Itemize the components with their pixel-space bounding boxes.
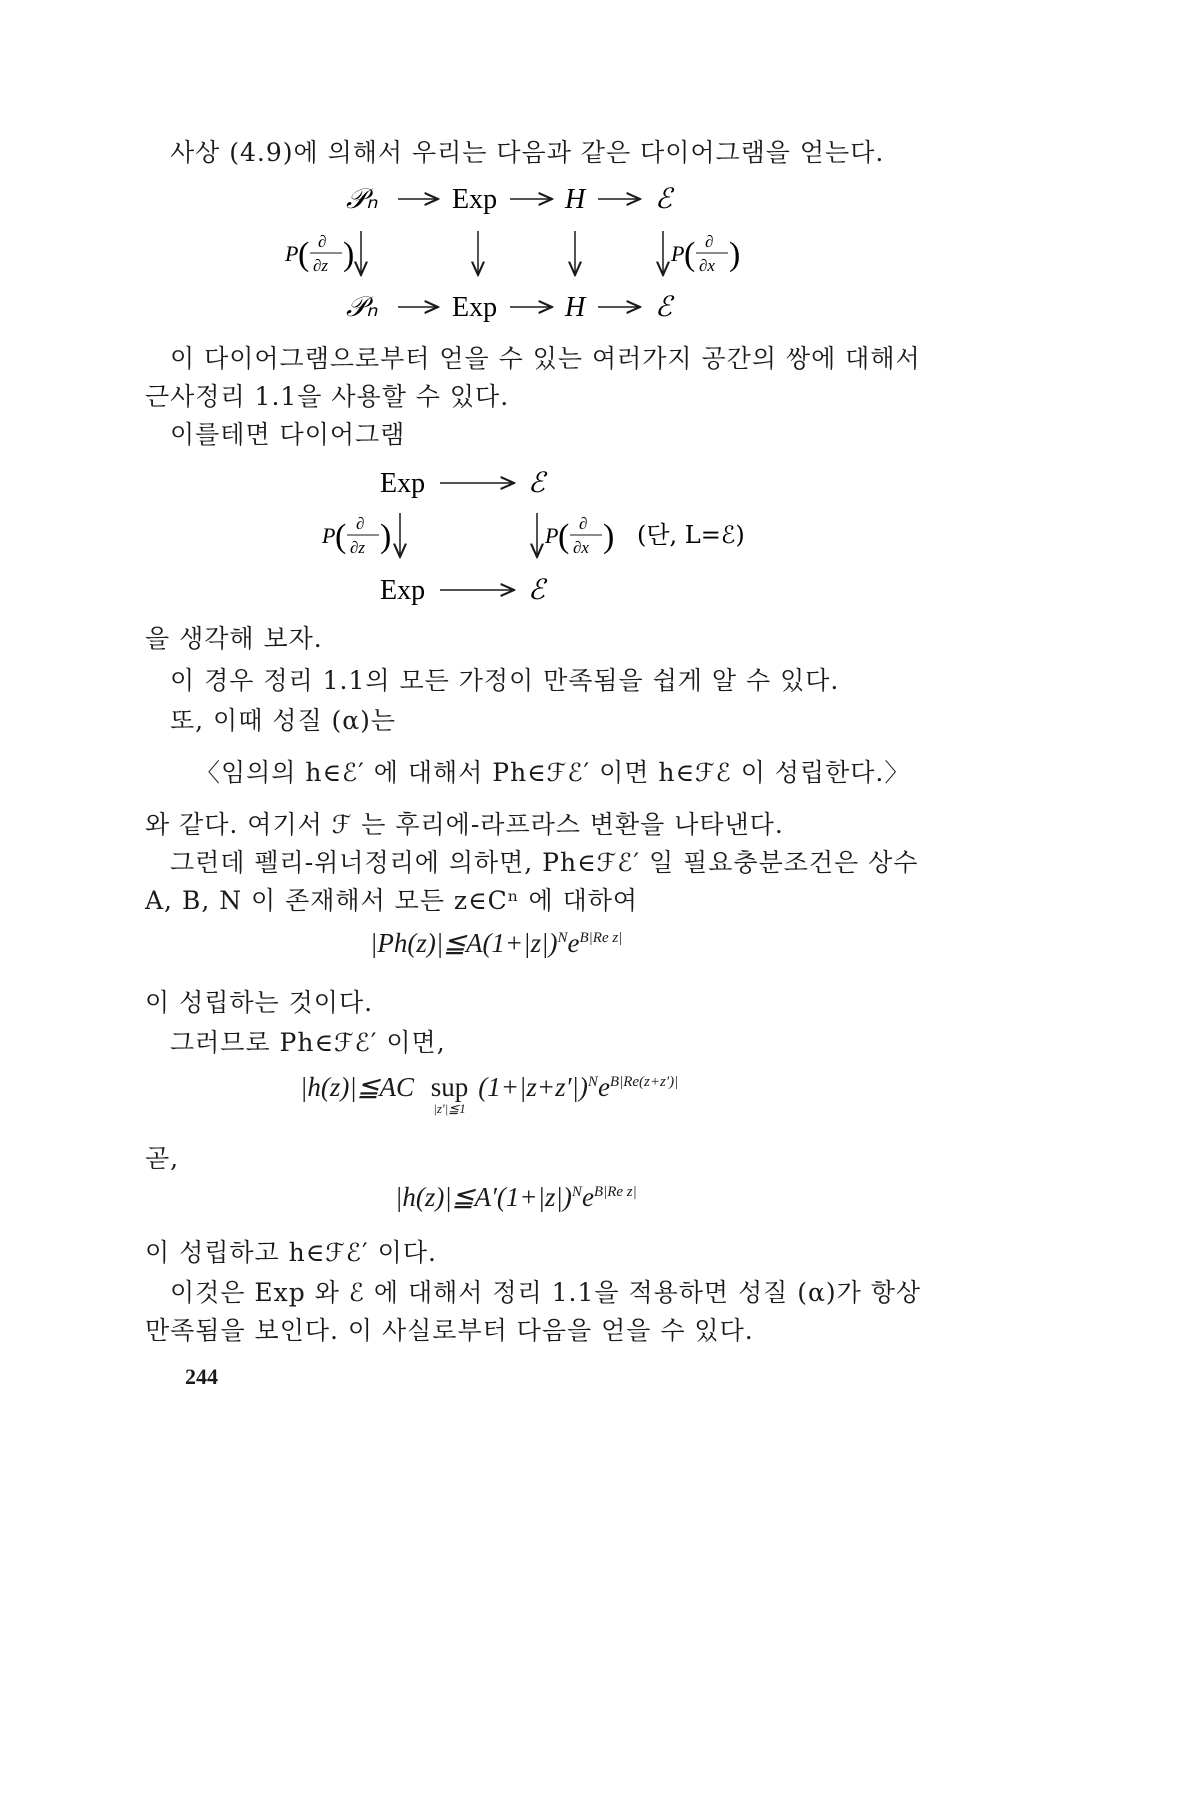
- svg-text:): ): [380, 518, 392, 555]
- text-line: 근사정리 1.1을 사용할 수 있다.: [145, 382, 510, 411]
- page-number: 244: [185, 1364, 218, 1389]
- frac-num: ∂: [318, 232, 327, 251]
- frac-den: ∂x: [573, 538, 589, 557]
- svg-text:): ): [603, 518, 615, 555]
- operator-label: P: [285, 241, 299, 266]
- text-line: 을 생각해 보자.: [145, 624, 323, 653]
- frac-num: ∂: [356, 514, 365, 533]
- operator-label: P: [545, 523, 559, 548]
- diagram-node: ℰ: [655, 292, 672, 323]
- diagram-node: ℰ: [655, 184, 672, 215]
- equation-3: $|h(z)|≦A'(1+|z|)^Ne^{B|Re z|}$: [395, 1182, 637, 1212]
- svg-text:(: (: [558, 518, 570, 555]
- text-line: 또, 이때 성질 (α)는: [170, 706, 397, 735]
- svg-text:): ): [729, 236, 741, 273]
- frac-num: ∂: [705, 232, 714, 251]
- text-line: 이 경우 정리 1.1의 모든 가정이 만족됨을 쉽게 알 수 있다.: [170, 666, 840, 695]
- frac-den: ∂z: [350, 538, 366, 557]
- equation-2: |h(z)|≦AC sup |z′|≦1 $(1+|z+z'|)^Ne^{B|Re(z+z')|}$: [300, 1072, 679, 1116]
- operator-label: P: [671, 241, 685, 266]
- text-line: 이 다이어그램으로부터 얻을 수 있는 여러가지 공간의 쌍에 대해서: [170, 344, 921, 373]
- svg-text:(: (: [335, 518, 347, 555]
- frac-num: ∂: [579, 514, 588, 533]
- text-line: 〈임의의 h∈ℰ′ 에 대해서 Ph∈ℱℰ′ 이면 h∈ℱℰ 이 성립한다.〉: [195, 758, 911, 787]
- diagram-node: Exp: [452, 184, 498, 215]
- svg-text:(: (: [684, 236, 696, 273]
- frac-den: ∂z: [313, 256, 329, 275]
- text-line: 사상 (4.9)에 의해서 우리는 다음과 같은 다이어그램을 얻는다.: [170, 138, 885, 167]
- svg-text:(: (: [298, 236, 310, 273]
- text-line: 이를테면 다이어그램: [170, 420, 406, 449]
- text-line: 그런데 펠리-위너정리에 의하면, Ph∈ℱℰ′ 일 필요충분조건은 상수: [170, 848, 919, 877]
- text-line: 이것은 Exp 와 ℰ 에 대해서 정리 1.1을 적용하면 성질 (α)가 항상: [170, 1278, 922, 1307]
- text-line: 이 성립하고 h∈ℱℰ′ 이다.: [145, 1238, 437, 1267]
- commutative-diagram-2: [0, 455, 1200, 615]
- text-line: 그러므로 Ph∈ℱℰ′ 이면,: [170, 1028, 446, 1057]
- operator-label: P: [322, 523, 336, 548]
- equation-1: $|Ph(z)|≦A(1+|z|)^Ne^{B|Re z|}$: [370, 928, 623, 958]
- diagram-node: 𝒫ₙ: [346, 292, 378, 323]
- text-line: 이 성립하는 것이다.: [145, 988, 374, 1017]
- diagram-node: Exp: [380, 575, 426, 606]
- text-line: 곧,: [145, 1144, 180, 1173]
- text-line: 만족됨을 보인다. 이 사실로부터 다음을 얻을 수 있다.: [145, 1316, 754, 1345]
- diagram-node: Exp: [380, 468, 426, 499]
- text-line: 와 같다. 여기서 ℱ 는 후리에-라프라스 변환을 나타낸다.: [145, 810, 784, 839]
- diagram-node: H: [565, 184, 586, 215]
- diagram-node: Exp: [452, 292, 498, 323]
- frac-den: ∂x: [699, 256, 715, 275]
- text-line: A, B, N 이 존재해서 모든 z∈Cⁿ 에 대하여: [145, 886, 639, 915]
- diagram-node: ℰ: [528, 468, 545, 499]
- diagram-node: H: [565, 292, 586, 323]
- svg-text:): ): [343, 236, 355, 273]
- diagram-note: (단, L=ℰ): [637, 521, 745, 549]
- diagram-node: 𝒫ₙ: [346, 184, 378, 215]
- diagram-node: ℰ: [528, 575, 545, 606]
